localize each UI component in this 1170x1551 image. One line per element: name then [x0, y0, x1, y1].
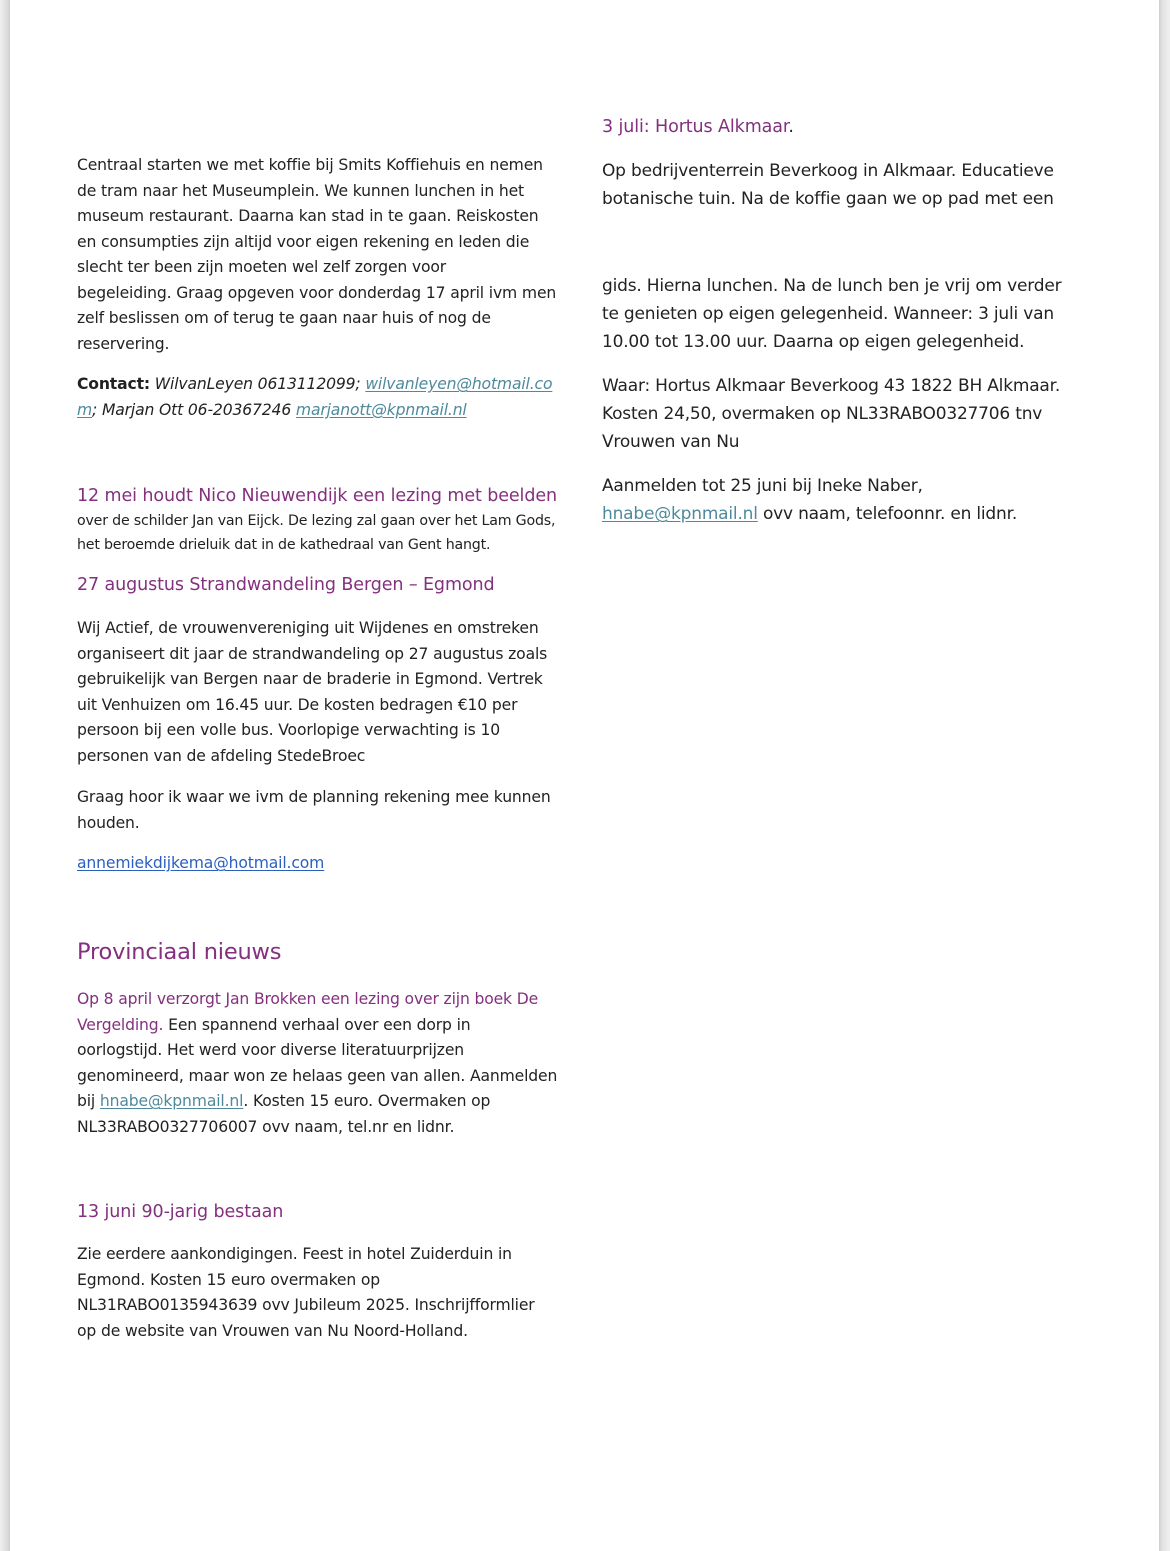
- hortus-signup: [602, 472, 1092, 528]
- contact-person-1: WilvanLeyen 0613112099;: [149, 375, 366, 393]
- email-link-hnabe-hortus[interactable]: hnabe@kpnmail.nl: [602, 504, 758, 525]
- text-line: het beroemde drieluik dat in de kathedraal van Gent hangt.: [77, 536, 491, 553]
- text-line: gids. Hierna lunchen. Na de lunch ben je vrij om verder: [602, 276, 1062, 296]
- text-line: Wij Actief, de vrouwenvereniging uit Wijdenes en omstreken: [77, 619, 539, 637]
- text-segment: bij: [77, 1092, 100, 1110]
- text-line: Aanmelden tot 25 juni bij Ineke Naber,: [602, 476, 923, 496]
- text-line: te genieten op eigen gelegenheid. Wanneer: 3 juli van: [602, 304, 1054, 325]
- text-line: op de website van Vrouwen van Nu Noord-Holland.: [77, 1321, 468, 1340]
- lecture-heading: 12 mei houdt Nico Nieuwendijk een lezing met beelden: [77, 486, 557, 506]
- page-shadow-left: [0, 0, 10, 1551]
- text-line: genomineerd, maar won ze helaas geen van allen. Aanmelden: [77, 1066, 558, 1085]
- text-line: uit Venhuizen om 16.45 uur. De kosten bedragen €10 per: [77, 695, 518, 714]
- text-line: houden.: [77, 813, 140, 832]
- text-line: Waar: Hortus Alkmaar Beverkoog 43 1822 BH Alkmaar.: [602, 376, 1061, 396]
- text-line: museum restaurant. Daarna kan stad in te gaan. Reiskosten: [77, 207, 539, 225]
- email-link-annemiekdijkema[interactable]: annemiekdijkema@hotmail.com: [77, 854, 325, 872]
- text-segment: Een spannend verhaal over een dorp in: [163, 1015, 471, 1034]
- intro-paragraph: [77, 153, 569, 357]
- text-segment: ovv naam, telefoonnr. en lidnr.: [757, 504, 1018, 525]
- page-shadow-right: [1159, 0, 1170, 1551]
- text-line: NL31RABO0135943639 ovv Jubileum 2025. Inschrijfformlier: [77, 1296, 535, 1314]
- beach-walk-planning: [77, 785, 569, 836]
- text-line: Egmond. Kosten 15 euro overmaken op: [77, 1270, 381, 1289]
- text-line: slecht ter been zijn moeten wel zelf zorgen voor: [77, 258, 447, 276]
- contact-label: Contact:: [77, 375, 150, 393]
- text-line: botanische tuin. Na de koffie gaan we op pad met een: [602, 189, 1054, 210]
- text-line: over de schilder Jan van Eijck. De lezing zal gaan over het Lam Gods,: [77, 513, 556, 529]
- text-line: reservering.: [77, 334, 170, 353]
- beach-walk-heading: 27 augustus Strandwandeling Bergen – Egmond: [77, 575, 495, 595]
- hortus-paragraph-3: [602, 372, 1092, 457]
- text-line: Kosten 24,50, overmaken op NL33RABO0327706 tnv: [602, 404, 1043, 425]
- text-line: organiseert dit jaar de strandwandeling op 27 augustus zoals: [77, 644, 548, 663]
- text-line: begeleiding. Graag opgeven voor donderdag 17 april ivm men: [77, 283, 557, 302]
- email-link-hnabe[interactable]: hnabe@kpnmail.nl: [99, 1092, 244, 1110]
- beach-walk-paragraph: [77, 616, 569, 769]
- email-link-wilvanleyen-continued[interactable]: m: [77, 400, 93, 419]
- hortus-paragraph-2: [602, 272, 1092, 357]
- text-line: Zie eerdere aankondigingen. Feest in hotel Zuiderduin in: [77, 1245, 512, 1263]
- contact-block: [77, 372, 569, 423]
- text-line: Vrouwen van Nu: [602, 432, 740, 453]
- email-link-wilvanleyen[interactable]: wilvanleyen@hotmail.co: [365, 375, 553, 393]
- text-line: gebruikelijk van Bergen naar de braderie in Egmond. Vertrek: [77, 670, 543, 688]
- text-line: personen van de afdeling StedeBroec: [77, 746, 366, 765]
- text-segment: . Kosten 15 euro. Overmaken op: [243, 1092, 491, 1110]
- brokken-highlight: Op 8 april verzorgt Jan Brokken een lezing over zijn boek De: [77, 990, 539, 1008]
- document-page: [10, 0, 1159, 1551]
- text-line: zelf beslissen om of terug te gaan naar huis of nog de: [77, 309, 491, 327]
- lecture-description: [77, 510, 569, 557]
- text-line: de tram naar het Museumplein. We kunnen lunchen in het: [77, 181, 525, 200]
- hortus-heading-period: .: [788, 117, 794, 137]
- anniversary-paragraph: [77, 1242, 569, 1344]
- text-line: Centraal starten we met koffie bij Smits Koffiehuis en nemen: [77, 156, 543, 174]
- text-line: Op bedrijventerrein Beverkoog in Alkmaar. Educatieve: [602, 161, 1054, 181]
- text-line: persoon bij een volle bus. Voorlopige verwachting is 10: [77, 721, 500, 739]
- brokken-lecture-paragraph: [77, 987, 569, 1140]
- provincial-news-heading: Provinciaal nieuws: [77, 939, 282, 965]
- text-line: Graag hoor ik waar we ivm de planning rekening mee kunnen: [77, 788, 551, 806]
- anniversary-heading: 13 juni 90-jarig bestaan: [77, 1202, 284, 1222]
- brokken-highlight-end: Vergelding.: [77, 1015, 164, 1034]
- hortus-heading: [602, 115, 1092, 139]
- text-line: NL33RABO0327706007 ovv naam, tel.nr en lidnr.: [77, 1117, 455, 1136]
- text-line: 10.00 tot 13.00 uur. Daarna op eigen gelegenheid.: [602, 332, 1025, 353]
- text-line: oorlogstijd. Het werd voor diverse literatuurprijzen: [77, 1041, 464, 1059]
- text-line: en consumpties zijn altijd voor eigen rekening en leden die: [77, 232, 530, 251]
- hortus-paragraph-1: [602, 157, 1092, 213]
- email-link-marjanott[interactable]: marjanott@kpnmail.nl: [295, 400, 467, 419]
- contact-person-2: ; Marjan Ott 06-20367246: [92, 400, 296, 419]
- hortus-heading-text: 3 juli: Hortus Alkmaar: [602, 117, 789, 137]
